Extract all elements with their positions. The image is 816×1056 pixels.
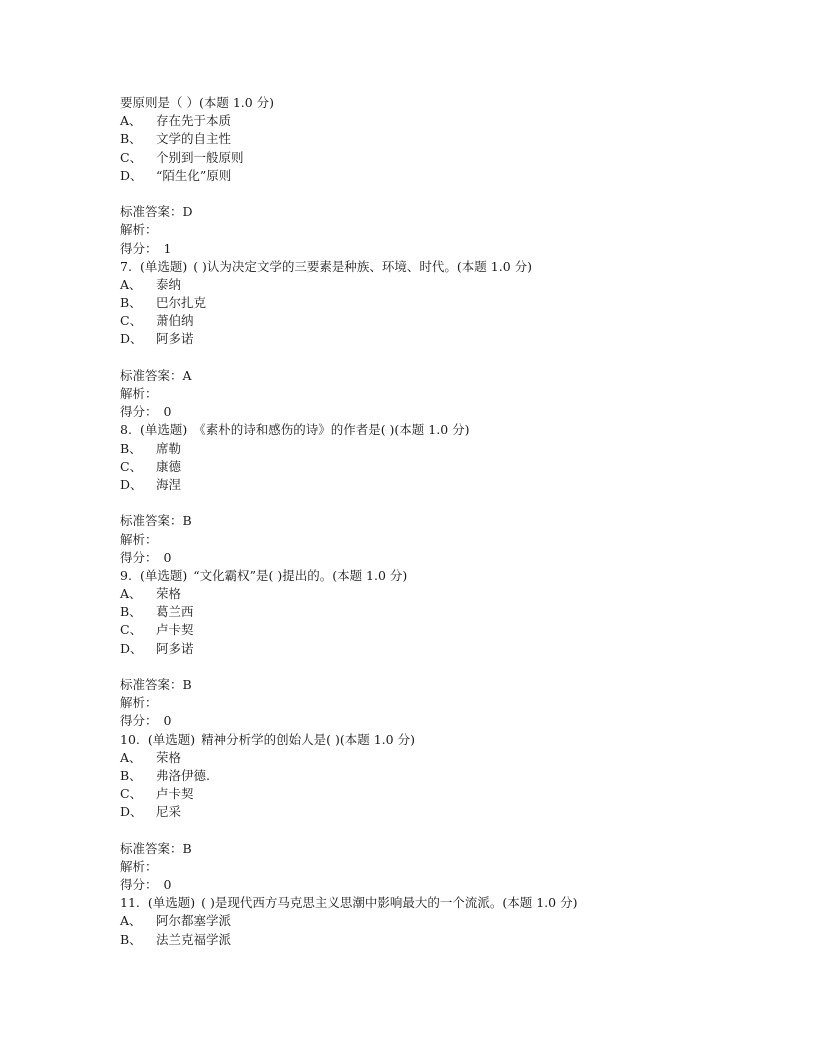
option-letter: C、 [120,313,143,329]
question-number: 10. [120,731,140,747]
option-row [120,167,780,185]
option-row [120,912,780,930]
question-stem-text: 精神分析学的创始人是( )(本题 1.0 分) [201,731,415,747]
spacer [120,658,780,676]
option-text: 卢卡契 [156,622,194,638]
question-stem-text: ( )认为决定文学的三要素是种族、环境、时代。(本题 1.0 分) [193,258,533,274]
question-stem-text: 《素朴的诗和感伤的诗》的作者是( )(本题 1.0 分) [193,422,470,438]
option-letter: B、 [120,604,142,620]
option-letter: C、 [120,458,143,474]
option-letter: A、 [120,113,142,129]
analysis-label: 解析： [120,386,158,401]
analysis-label: 解析： [120,531,158,547]
document-page [120,94,780,949]
question-9-stem [120,567,780,585]
option-text: 海涅 [156,476,182,492]
analysis-row [120,858,780,876]
option-text: 席勒 [156,440,182,456]
option-letter: B、 [120,295,142,311]
option-row [120,294,780,312]
score-label: 得分： [120,404,158,420]
option-text: 个别到一般原则 [156,149,244,165]
option-letter: B、 [120,131,142,147]
score-label: 得分： [120,549,158,565]
option-row [120,476,780,494]
analysis-row [120,694,780,712]
option-row [120,749,780,767]
option-letter: A、 [120,586,142,602]
option-text: 存在先于本质 [156,113,232,129]
option-row [120,585,780,603]
analysis-label: 解析： [120,222,158,238]
option-letter: D、 [120,804,143,820]
analysis-row [120,221,780,239]
option-text: 巴尔扎克 [156,295,207,311]
answer-row [120,676,780,694]
question-8-stem [120,421,780,439]
option-letter: C、 [120,149,143,165]
question-type: (单选题) [147,895,196,911]
score-value: 1 [163,240,172,256]
option-row [120,458,780,476]
score-value: 0 [163,713,172,729]
answer-value: B [182,840,192,856]
score-row [120,876,780,894]
option-letter: B、 [120,767,142,783]
option-letter: A、 [120,276,142,292]
option-letter: B、 [120,440,142,456]
answer-label: 标准答案： [120,367,183,383]
option-text: 法兰克福学派 [156,931,232,947]
option-text: 荣格 [156,586,182,602]
score-row [120,712,780,730]
answer-row [120,203,780,221]
option-row [120,767,780,785]
option-row [120,312,780,330]
option-row [120,149,780,167]
score-label: 得分： [120,877,158,893]
question-10-stem [120,731,780,749]
option-text: 荣格 [156,749,182,765]
option-row [120,112,780,130]
option-letter: A、 [120,913,142,929]
answer-label: 标准答案： [120,840,183,856]
option-row [120,603,780,621]
analysis-row [120,531,780,549]
question-11-stem [120,894,780,912]
score-label: 得分： [120,713,158,729]
spacer [120,349,780,367]
spacer [120,185,780,203]
option-letter: A、 [120,749,142,765]
option-text: 弗洛伊德. [156,767,210,783]
analysis-label: 解析： [120,695,158,711]
score-row [120,549,780,567]
option-text: 泰纳 [156,276,182,292]
answer-value: B [182,513,192,529]
question-type: (单选题) [147,731,196,747]
option-text: 阿多诺 [156,331,194,347]
spacer [120,822,780,840]
question-stem-text: “文化霸权”是( )提出的。(本题 1.0 分) [193,567,408,583]
option-text: “陌生化”原则 [156,167,232,183]
option-text: 康德 [156,458,182,474]
question-type: (单选题) [139,567,188,583]
answer-row [120,840,780,858]
answer-row [120,367,780,385]
option-letter: C、 [120,622,143,638]
option-letter: D、 [120,331,143,347]
score-value: 0 [163,404,172,420]
option-text: 卢卡契 [156,786,194,802]
option-text: 文学的自主性 [156,131,232,147]
option-text: 尼采 [156,804,182,820]
option-text: 阿多诺 [156,640,194,656]
option-row [120,785,780,803]
option-letter: D、 [120,476,143,492]
question-6-stem [120,94,780,112]
option-row [120,130,780,148]
option-text: 阿尔都塞学派 [156,913,232,929]
analysis-row [120,385,780,403]
option-row [120,330,780,348]
option-row [120,931,780,949]
option-row [120,621,780,639]
spacer [120,494,780,512]
score-value: 0 [163,877,172,893]
option-text: 葛兰西 [156,604,194,620]
answer-value: A [182,367,192,383]
option-row [120,803,780,821]
score-row [120,403,780,421]
score-value: 0 [163,549,172,565]
question-number: 7. [120,258,132,274]
option-letter: D、 [120,167,143,183]
answer-value: B [182,677,192,692]
answer-label: 标准答案： [120,677,183,692]
question-stem-text: 要原则是（ ）(本题 1.0 分) [120,95,275,110]
question-number: 11. [120,895,140,911]
option-letter: B、 [120,931,142,947]
option-text: 萧伯纳 [156,313,194,329]
answer-label: 标准答案： [120,513,183,529]
option-row [120,640,780,658]
option-letter: C、 [120,786,143,802]
question-number: 8. [120,422,132,438]
option-letter: D、 [120,640,143,656]
question-type: (单选题) [139,422,188,438]
answer-value: D [182,204,193,220]
analysis-label: 解析： [120,858,158,874]
question-type: (单选题) [139,258,188,274]
answer-row [120,512,780,530]
question-stem-text: ( )是现代西方马克思主义思潮中影响最大的一个流派。(本题 1.0 分) [201,895,578,911]
option-row [120,440,780,458]
option-row [120,276,780,294]
question-7-stem [120,258,780,276]
score-label: 得分： [120,240,158,256]
answer-label: 标准答案： [120,204,183,220]
question-number: 9. [120,567,132,583]
score-row [120,240,780,258]
